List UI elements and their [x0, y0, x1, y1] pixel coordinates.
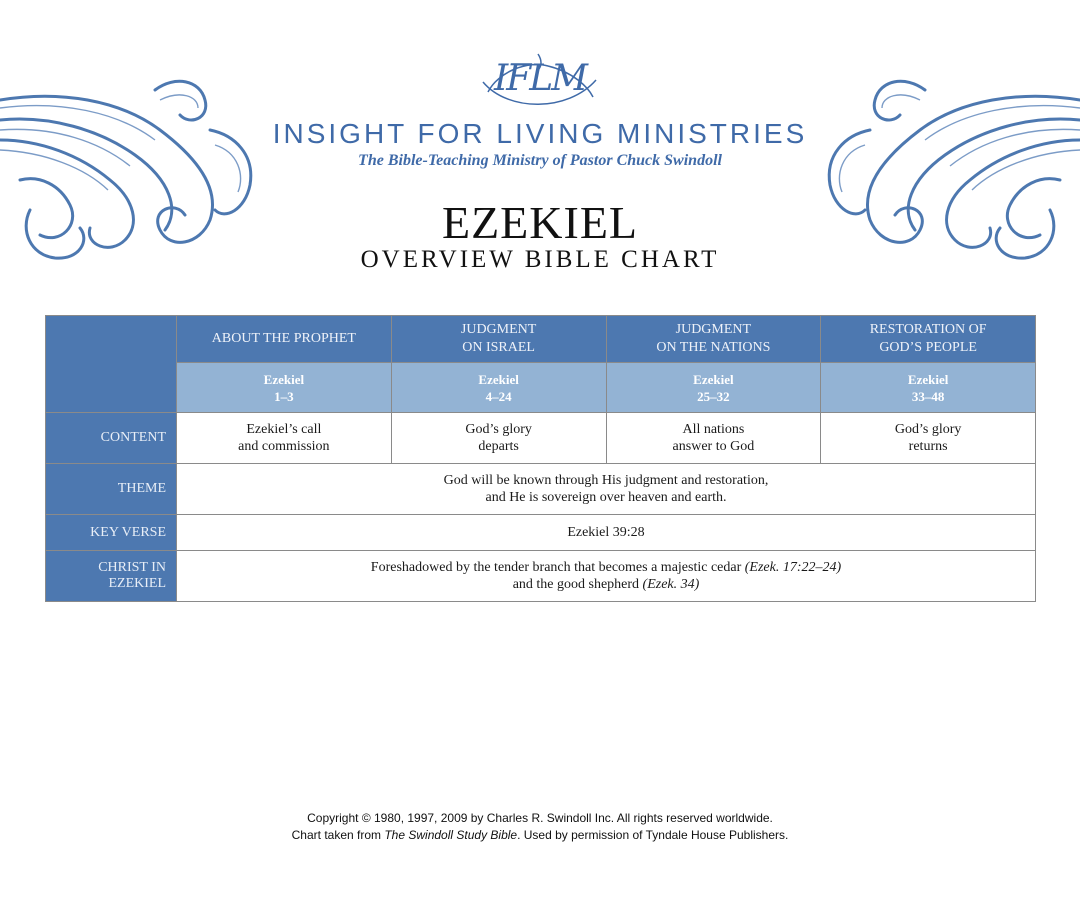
chapter-reference: Ezekiel 4–24 [391, 363, 606, 413]
page-title: EZEKIEL [441, 197, 639, 248]
christ-cell: Foreshadowed by the tender branch that becomes a majestic cedar (Ezek. 17:22–24) and the good shepherd (Ezek. 34) [177, 551, 1036, 602]
chapter-reference: Ezekiel 1–3 [177, 363, 392, 413]
chapter-reference: Ezekiel 25–32 [606, 363, 821, 413]
content-cell: Ezekiel’s call and commission [177, 413, 392, 464]
ministry-logo [478, 52, 602, 114]
copyright-line: Copyright © 1980, 1997, 2009 by Charles R. Swindoll Inc. All rights reserved worldwide. [307, 811, 773, 825]
section-heading: RESTORATION OF GOD’S PEOPLE [821, 316, 1036, 363]
row-label-theme: THEME [46, 464, 177, 515]
row-label-content: CONTENT [46, 413, 177, 464]
source-line: Chart taken from The Swindoll Study Bible. Used by permission of Tyndale House Publishers. [291, 828, 789, 842]
content-row [46, 413, 1036, 464]
source-title: The Swindoll Study Bible [384, 828, 518, 842]
section-heading: JUDGMENT ON THE NATIONS [606, 316, 821, 363]
overview-chart-table [45, 315, 1036, 602]
row-label-christ: CHRIST IN EZEKIEL [46, 551, 177, 602]
section-heading-row [46, 316, 1036, 363]
theme-row [46, 464, 1036, 515]
chapter-reference: Ezekiel 33–48 [821, 363, 1036, 413]
section-heading: ABOUT THE PROPHET [177, 316, 392, 363]
content-cell: All nations answer to God [606, 413, 821, 464]
content-cell: God’s glory returns [821, 413, 1036, 464]
corner-cell [46, 316, 177, 413]
scripture-reference: (Ezek. 17:22–24) [744, 560, 842, 575]
key-verse-cell: Ezekiel 39:28 [177, 515, 1036, 551]
logo-monogram: IFLM [494, 58, 586, 99]
org-name: INSIGHT FOR LIVING MINISTRIES [272, 118, 808, 149]
org-tagline: The Bible-Teaching Ministry of Pastor Chuck Swindoll [358, 152, 722, 169]
section-heading: JUDGMENT ON ISRAEL [391, 316, 606, 363]
page-subtitle: OVERVIEW BIBLE CHART [360, 246, 720, 273]
copyright-footer [0, 810, 1080, 844]
content-cell: God’s glory departs [391, 413, 606, 464]
christ-row [46, 551, 1036, 602]
key-verse-row [46, 515, 1036, 551]
scripture-reference: (Ezek. 34) [642, 577, 700, 592]
theme-cell: God will be known through His judgment and restoration, and He is sovereign over heaven and earth. [177, 464, 1036, 515]
row-label-key-verse: KEY VERSE [46, 515, 177, 551]
chapter-reference-row [46, 363, 1036, 413]
